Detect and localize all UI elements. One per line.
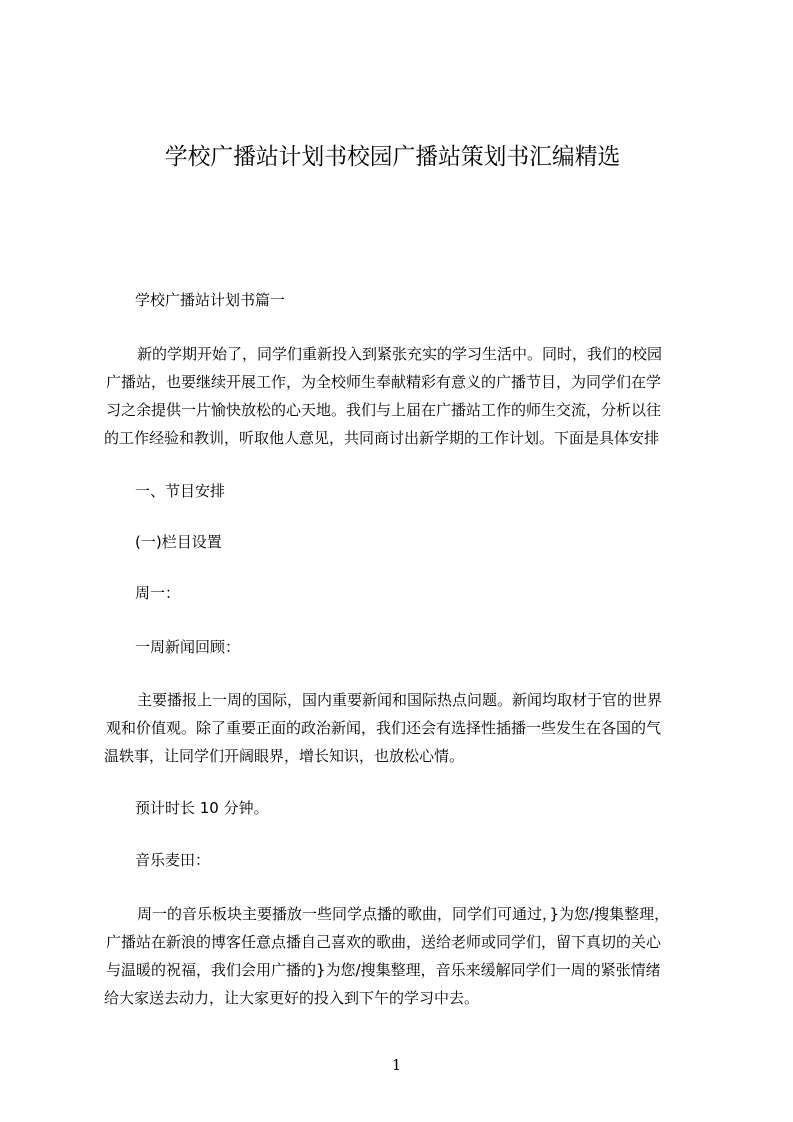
paragraph-line: 新的学期开始了，同学们重新投入到紧张充实的学习生活中。同时，我们的校园 <box>137 345 663 363</box>
paragraph-line: 广播站在新浪的博客任意点播自己喜欢的歌曲，送给老师或同学们，留下真切的关心 <box>106 933 662 951</box>
paragraph-line: 观和价值观。除了重要正面的政治新闻，我们还会有选择性插播一些发生在各国的气 <box>106 719 662 737</box>
page-number: 1 <box>391 1056 402 1074</box>
paragraph-line: 的工作经验和教训，听取他人意见，共同商讨出新学期的工作计划。下面是具体安排 <box>104 429 660 447</box>
duration-text: 预计时长 10 分钟。 <box>135 799 269 817</box>
heading-program-arrangement: 一、节目安排 <box>135 482 226 500</box>
paragraph-line: 广播站，也要继续开展工作，为全校师生奉献精彩有意义的广播节目，为同学们在学 <box>106 373 662 391</box>
paragraph-line: 习之余提供一片愉快放松的心天地。我们与上届在广播站工作的师生交流，分析以往 <box>106 401 662 419</box>
paragraph-line: 主要播报上一周的国际，国内重要新闻和国际热点问题。新闻均取材于官的世界 <box>137 691 663 709</box>
paragraph-line: 与温暖的祝福，我们会用广播的}为您/搜集整理，音乐来缓解同学们一周的紧张情绪 <box>106 961 661 979</box>
paragraph-line: 周一的音乐板块主要播放一些同学点播的歌曲，同学们可通过，}为您/搜集整理， <box>137 905 670 923</box>
heading-monday: 周一： <box>135 584 181 602</box>
heading-weekly-news: 一周新闻回顾： <box>135 638 241 656</box>
paragraph-line: 温轶事，让同学们开阔眼界，增长知识，也放松心情。 <box>104 747 465 765</box>
paragraph-line: 给大家送去动力，让大家更好的投入到下午的学习中去。 <box>104 989 480 1007</box>
document-title: 学校广播站计划书校园广播站策划书汇编精选 <box>164 144 621 170</box>
heading-music-field: 音乐麦田： <box>135 851 211 869</box>
section-title: 学校广播站计划书篇一 <box>135 291 286 309</box>
heading-column-setup: (一)栏目设置 <box>135 533 222 551</box>
